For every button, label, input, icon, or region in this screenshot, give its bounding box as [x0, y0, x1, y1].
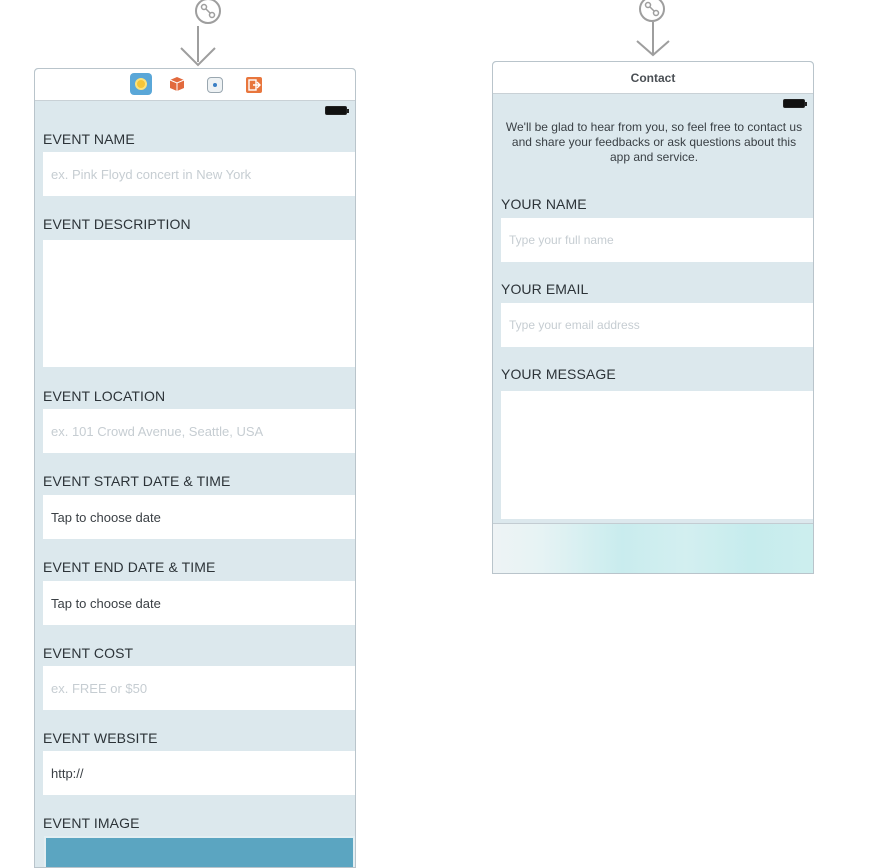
event-end-date-field[interactable]: Tap to choose date: [43, 581, 356, 625]
contact-scene[interactable]: [492, 61, 814, 574]
segue-icon[interactable]: [639, 0, 665, 22]
event-name-input[interactable]: ex. Pink Floyd concert in New York: [43, 152, 356, 196]
your-name-label: YOUR NAME: [501, 196, 587, 212]
event-cost-input[interactable]: ex. FREE or $50: [43, 666, 356, 710]
battery-icon: [325, 106, 347, 115]
first-responder-icon[interactable]: [168, 75, 186, 93]
exit-icon[interactable]: [245, 76, 263, 94]
event-image-view[interactable]: [44, 836, 355, 868]
navigation-bar: [493, 62, 813, 94]
your-message-label: YOUR MESSAGE: [501, 366, 616, 382]
event-name-label: EVENT NAME: [43, 131, 135, 147]
segue-icon[interactable]: [195, 0, 221, 24]
event-start-date-field[interactable]: Tap to choose date: [43, 495, 356, 539]
your-name-input[interactable]: Type your full name: [501, 218, 814, 262]
view-controller-icon[interactable]: [130, 73, 152, 95]
arrow-down-icon: [633, 38, 673, 58]
event-description-textview[interactable]: [43, 240, 356, 367]
contact-intro-text: We'll be glad to hear from you, so feel free to contact us and share your feedbacks or ask questions about this app and service.: [505, 120, 803, 164]
event-location-label: EVENT LOCATION: [43, 388, 166, 404]
your-message-textview[interactable]: [501, 391, 814, 519]
event-website-input[interactable]: http://: [43, 751, 356, 795]
event-cost-label: EVENT COST: [43, 645, 134, 661]
scene-dock: [35, 69, 355, 101]
battery-icon: [783, 99, 805, 108]
view-icon[interactable]: [207, 77, 223, 93]
bottom-toolbar[interactable]: [493, 523, 814, 574]
your-email-input[interactable]: Type your email address: [501, 303, 814, 347]
arrow-down-icon: [178, 44, 218, 68]
your-email-label: YOUR EMAIL: [501, 281, 589, 297]
event-form-scene[interactable]: [34, 68, 356, 868]
event-image-label: EVENT IMAGE: [43, 815, 140, 831]
event-end-label: EVENT END DATE & TIME: [43, 559, 216, 575]
event-website-label: EVENT WEBSITE: [43, 730, 158, 746]
event-location-input[interactable]: ex. 101 Crowd Avenue, Seattle, USA: [43, 409, 356, 453]
event-description-label: EVENT DESCRIPTION: [43, 216, 191, 232]
segue-connector-right[interactable]: [633, 0, 673, 60]
segue-connector-left[interactable]: [178, 0, 218, 68]
nav-title: Contact: [630, 70, 676, 85]
event-start-label: EVENT START DATE & TIME: [43, 473, 231, 489]
